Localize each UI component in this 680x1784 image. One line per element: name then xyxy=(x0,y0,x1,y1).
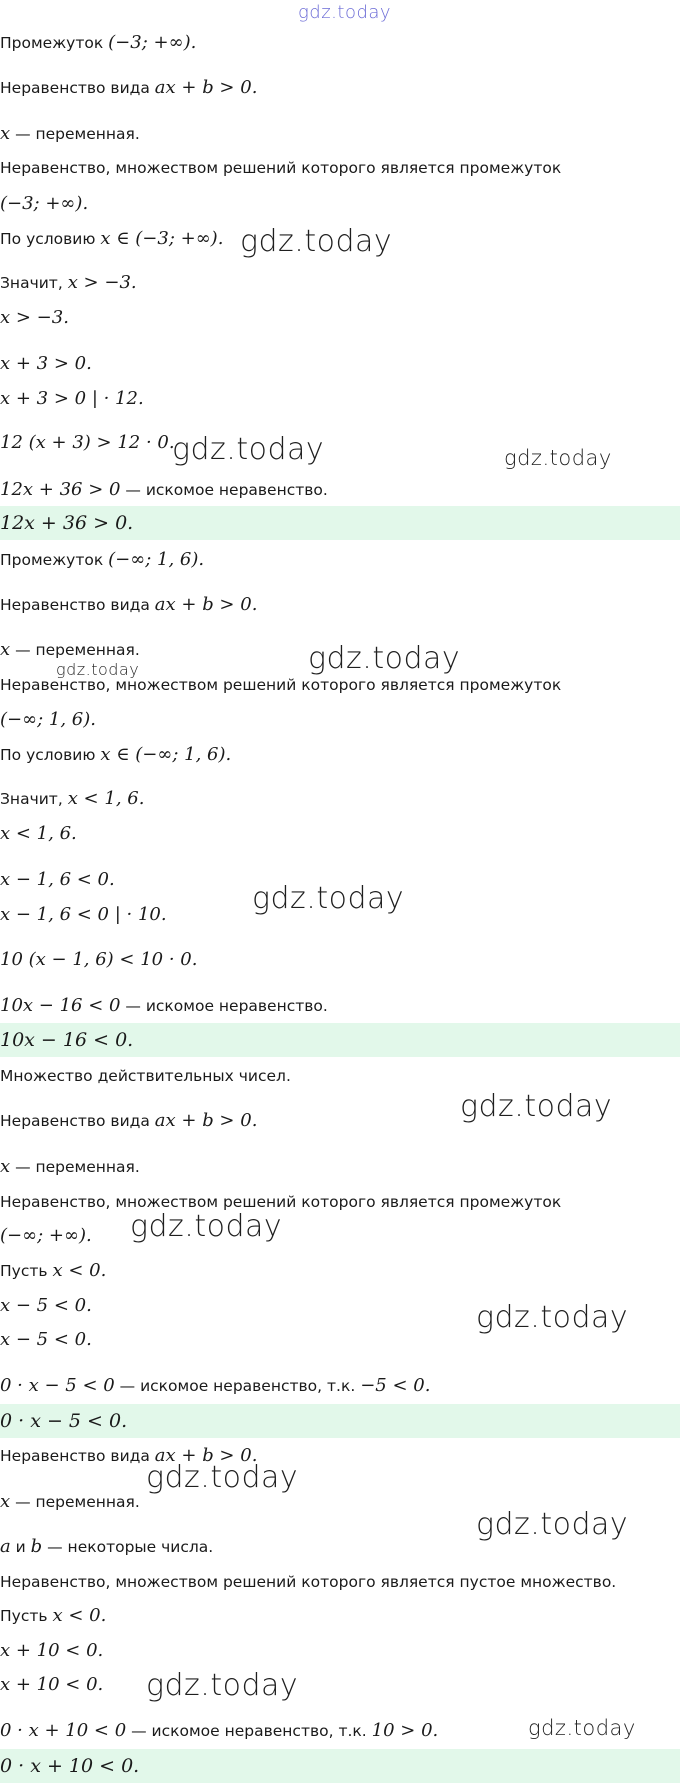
formula: x > −3. xyxy=(67,272,137,293)
formula: ax + b > 0. xyxy=(154,77,258,98)
result-line xyxy=(0,1721,438,1741)
step-formula: x + 10 < 0. xyxy=(0,1640,104,1661)
step-formula: x > −3. xyxy=(0,307,69,328)
condition-line xyxy=(0,229,223,249)
solution-set-text: Неравенство, множеством решений которого является промежуток xyxy=(0,1193,562,1211)
result-line xyxy=(0,480,328,500)
solution-set-text: Неравенство, множеством решений которого является промежуток xyxy=(0,676,562,694)
interval-formula: (−∞; +∞). xyxy=(0,1225,92,1246)
solution-set-text: Неравенство, множеством решений которого является пустое множество. xyxy=(0,1573,617,1591)
variable-note xyxy=(0,640,140,660)
formula: (−∞; 1, 6). xyxy=(108,549,205,570)
text: — искомое неравенство. xyxy=(120,997,328,1015)
inequality-form xyxy=(0,1111,257,1131)
text: — искомое неравенство, т.к. xyxy=(114,1377,361,1395)
watermark: gdz.today xyxy=(476,1507,629,1542)
step-formula: x − 5 < 0. xyxy=(0,1295,92,1316)
step-formula: x + 3 > 0 | · 12. xyxy=(0,388,144,409)
formula: x ∈ (−∞; 1, 6). xyxy=(100,744,232,765)
formula: 10x − 16 < 0 xyxy=(0,995,121,1016)
text: — переменная. xyxy=(10,1493,140,1511)
interval-statement xyxy=(0,550,204,570)
watermark: gdz.today xyxy=(476,1300,629,1335)
text: Неравенство вида xyxy=(0,79,155,97)
let-line xyxy=(0,1606,106,1626)
text: — искомое неравенство, т.к. xyxy=(126,1722,372,1740)
header-watermark: gdz.today xyxy=(298,2,392,23)
watermark: gdz.today xyxy=(252,881,405,916)
formula: x < 1, 6. xyxy=(67,788,145,809)
text: — переменная. xyxy=(10,641,140,659)
formula: x < 0. xyxy=(52,1605,107,1626)
text: Пусть xyxy=(0,1262,53,1280)
watermark: gdz.today xyxy=(528,1716,636,1740)
text: — некоторые числа. xyxy=(42,1538,214,1556)
step-formula: x + 3 > 0. xyxy=(0,353,92,374)
text: Значит, xyxy=(0,274,68,292)
answer-box: 10x − 16 < 0. xyxy=(0,1023,680,1057)
step-formula: x − 1, 6 < 0 | · 10. xyxy=(0,904,167,925)
answer-box: 12x + 36 > 0. xyxy=(0,506,680,540)
text: Значит, xyxy=(0,790,68,808)
inequality-form xyxy=(0,595,257,615)
formula: ax + b > 0. xyxy=(154,594,258,615)
text: — переменная. xyxy=(10,1158,140,1176)
inequality-form xyxy=(0,78,257,98)
solution-set-text: Неравенство, множеством решений которого является промежуток xyxy=(0,159,562,177)
text: По условию xyxy=(0,230,101,248)
watermark: gdz.today xyxy=(146,1668,299,1703)
therefore-line xyxy=(0,789,144,809)
formula: ax + b > 0. xyxy=(154,1110,258,1131)
watermark: gdz.today xyxy=(460,1089,613,1124)
formula: 0 · x + 10 < 0 xyxy=(0,1720,127,1741)
step-formula: x − 1, 6 < 0. xyxy=(0,869,115,890)
step-formula: x < 1, 6. xyxy=(0,823,77,844)
interval-formula: (−∞; 1, 6). xyxy=(0,709,96,730)
formula: 0 · x − 5 < 0 xyxy=(0,1375,115,1396)
answer-box: 0 · x − 5 < 0. xyxy=(0,1404,680,1438)
text: — искомое неравенство. xyxy=(120,481,328,499)
watermark: gdz.today xyxy=(172,432,325,467)
formula: x xyxy=(0,1491,11,1512)
step-formula: x + 10 < 0. xyxy=(0,1674,104,1695)
formula: x < 0. xyxy=(52,1260,107,1281)
set-statement: Множество действительных чисел. xyxy=(0,1067,291,1085)
text: Неравенство вида xyxy=(0,1112,155,1130)
result-line xyxy=(0,996,328,1016)
interval-statement xyxy=(0,33,196,53)
therefore-line xyxy=(0,273,137,293)
formula: x xyxy=(0,639,11,660)
watermark: gdz.today xyxy=(308,641,461,676)
variable-note xyxy=(0,1157,140,1177)
text: По условию xyxy=(0,746,101,764)
step-formula: 12 (x + 3) > 12 · 0. xyxy=(0,432,175,453)
result-line xyxy=(0,1376,430,1396)
text: и xyxy=(10,1538,31,1556)
formula: x ∈ (−3; +∞). xyxy=(100,228,224,249)
answer-box: 0 · x + 10 < 0. xyxy=(0,1749,680,1783)
formula: (−3; +∞). xyxy=(108,32,197,53)
formula: 10 > 0. xyxy=(371,1720,439,1741)
watermark: gdz.today xyxy=(130,1209,283,1244)
text: Промежуток xyxy=(0,551,109,569)
step-formula: 10 (x − 1, 6) < 10 · 0. xyxy=(0,949,198,970)
formula: 12x + 36 > 0 xyxy=(0,479,121,500)
watermark: gdz.today xyxy=(504,446,612,470)
step-formula: x − 5 < 0. xyxy=(0,1329,92,1350)
formula: b xyxy=(30,1536,43,1557)
formula: −5 < 0. xyxy=(360,1375,431,1396)
text: Пусть xyxy=(0,1607,53,1625)
formula: a xyxy=(0,1536,11,1557)
condition-line xyxy=(0,745,231,765)
constants-note xyxy=(0,1537,213,1557)
text: — переменная. xyxy=(10,125,140,143)
variable-note xyxy=(0,124,140,144)
text: Неравенство вида xyxy=(0,596,155,614)
text: Промежуток xyxy=(0,34,109,52)
formula: x xyxy=(0,1156,11,1177)
variable-note xyxy=(0,1492,140,1512)
watermark: gdz.today xyxy=(56,660,140,679)
formula: x xyxy=(0,123,11,144)
watermark: gdz.today xyxy=(146,1460,299,1495)
text: Неравенство вида xyxy=(0,1447,155,1465)
watermark: gdz.today xyxy=(240,224,393,259)
interval-formula: (−3; +∞). xyxy=(0,193,89,214)
let-line xyxy=(0,1261,106,1281)
formula: ax + b > 0. xyxy=(154,1445,258,1466)
